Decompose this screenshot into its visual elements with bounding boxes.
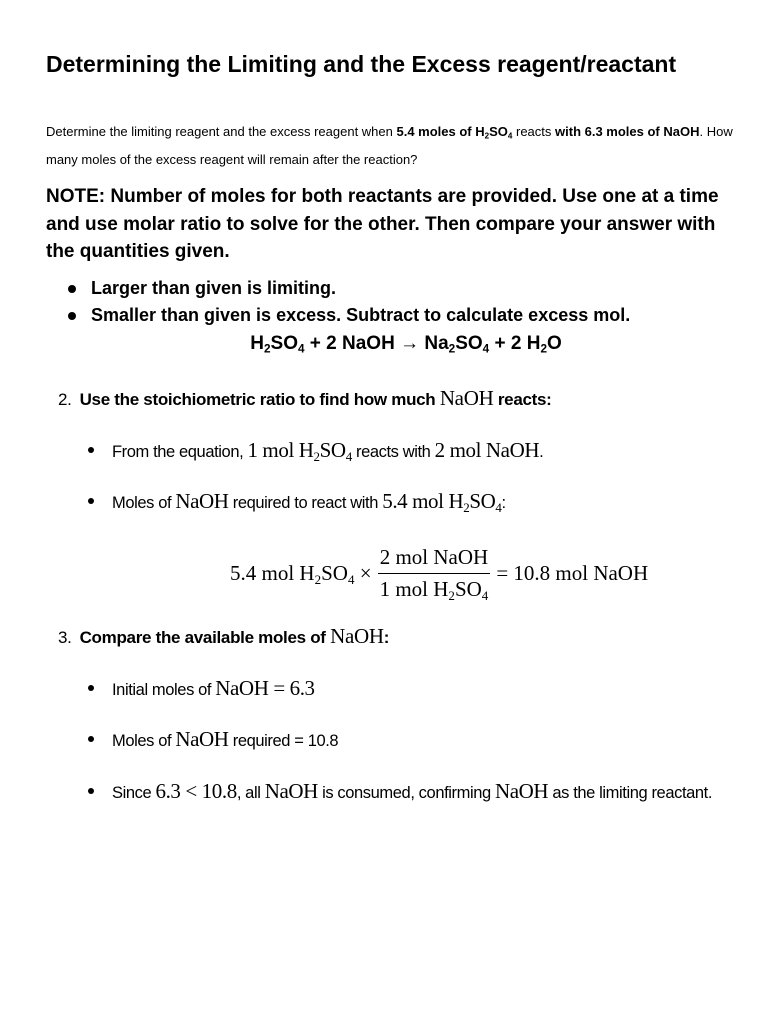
formula-result: = 10.8 mol NaOH xyxy=(496,560,649,585)
page-title: Determining the Limiting and the Excess reagent/reactant xyxy=(46,51,677,77)
step-3-heading: 3. Compare the available moles of NaOH: xyxy=(58,624,390,648)
list-item: Since 6.3 < 10.8, all NaOH is consumed, confirming NaOH as the limiting reactant. xyxy=(88,779,712,804)
step-number: 3. xyxy=(58,628,72,647)
problem-statement xyxy=(46,118,736,174)
list-item: Moles of NaOH required to react with 5.4 mol $H_2SO_4$: xyxy=(88,489,506,514)
step-number: 2. xyxy=(58,390,72,409)
bullet-icon xyxy=(68,285,76,293)
rules-list xyxy=(46,275,736,329)
list-item: Moles of NaOH required = 10.8 xyxy=(88,727,338,752)
list-item: From the equation, 1 mol $H_2SO_4$ reacts with 2 mol NaOH. xyxy=(88,438,543,463)
intro-h2so4-quantity: 5.4 moles of $H_2SO_4$ xyxy=(396,124,513,141)
note-paragraph: NOTE: Number of moles for both reactants are provided. Use one at a time and use molar ratio to solve for the other. Then compare your answer with the quantities given. xyxy=(46,186,719,262)
bullet-icon xyxy=(88,685,94,691)
list-item: Larger than given is limiting. xyxy=(46,275,736,302)
bullet-icon xyxy=(88,788,94,794)
intro-text: reacts xyxy=(512,124,556,139)
step-2-heading: 2. Use the stoichiometric ratio to find how much NaOH reacts: xyxy=(58,386,552,410)
mole-ratio-fraction xyxy=(378,545,491,602)
bullet-icon xyxy=(88,736,94,742)
intro-text: . How many moles of the excess reagent will remain after the reaction? xyxy=(46,124,733,167)
bullet-icon xyxy=(88,498,94,504)
intro-text: Determine the limiting reagent and the excess reagent when xyxy=(46,124,397,139)
formula-left: 5.4 mol $H_2SO_4$ × xyxy=(230,560,372,587)
list-item: Smaller than given is excess. Subtract to calculate excess mol. xyxy=(46,302,736,329)
chemical-equation: $H_2SO_4 + 2$ NaOH → $Na_2SO_4 + 2$ $H_2O$ xyxy=(250,333,562,356)
fraction-denominator: 1 mol $H_2SO_4$ xyxy=(379,576,489,603)
intro-naoh-quantity: with 6.3 moles of NaOH xyxy=(555,124,700,139)
stoichiometry-formula xyxy=(230,538,648,608)
fraction-numerator: 2 mol NaOH xyxy=(378,545,491,574)
bullet-icon xyxy=(88,447,94,453)
list-item: Initial moles of NaOH = 6.3 xyxy=(88,676,315,701)
bullet-icon xyxy=(68,312,76,320)
